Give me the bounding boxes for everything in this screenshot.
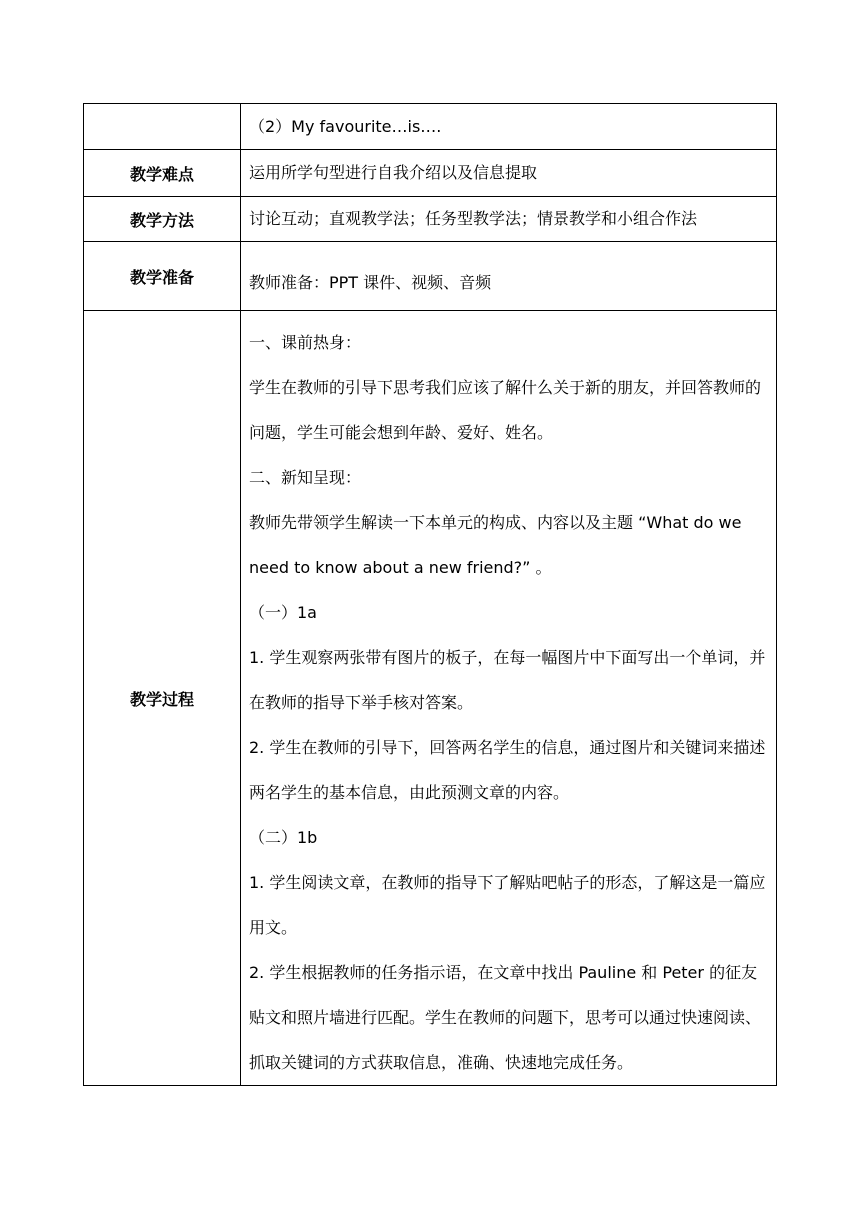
- preparation-text: 教师准备：PPT 课件、视频、音频: [249, 273, 492, 292]
- lesson-plan-table: [83, 103, 777, 1086]
- process-paragraph: （二）1b: [249, 828, 318, 847]
- process-paragraph: 学生在教师的引导下思考我们应该了解什么关于新的朋友，并回答教师的问题，学生可能会想到年龄、爱好、姓名。: [249, 378, 762, 442]
- table-row: [84, 242, 777, 311]
- table-row: [84, 104, 777, 150]
- row-content-teaching-preparation: [241, 242, 777, 311]
- row-label: [84, 104, 241, 150]
- process-paragraph: 1. 学生观察两张带有图片的板子，在每一幅图片中下面写出一个单词，并在教师的指导下举手核对答案。: [249, 648, 766, 712]
- table-row: [84, 311, 777, 1086]
- process-paragraph: 二、新知呈现：: [249, 468, 362, 487]
- row-label-teaching-method: 教学方法: [84, 197, 241, 242]
- table-row: [84, 197, 777, 242]
- table-row: [84, 150, 777, 197]
- process-paragraph: 教师先带领学生解读一下本单元的构成、内容以及主题 “What do we need to know about a new friend?” 。: [249, 513, 742, 577]
- row-label-teaching-difficulty: 教学难点: [84, 150, 241, 197]
- row-label-teaching-preparation: 教学准备: [84, 242, 241, 311]
- row-content-teaching-process: [241, 311, 777, 1086]
- row-label-teaching-process: 教学过程: [84, 311, 241, 1086]
- row-content-teaching-difficulty: 运用所学句型进行自我介绍以及信息提取: [241, 150, 777, 197]
- process-paragraph: 一、课前热身：: [249, 333, 362, 352]
- process-paragraph: （一）1a: [249, 603, 317, 622]
- row-content: （2）My favourite…is….: [241, 104, 777, 150]
- process-paragraph: 2. 学生根据教师的任务指示语，在文章中找出 Pauline 和 Peter 的征友贴文和照片墙进行匹配。学生在教师的问题下，思考可以通过快速阅读、抓取关键词的方式获取信息，准确、快速地完成任务。: [249, 963, 762, 1072]
- process-paragraph: 2. 学生在教师的引导下，回答两名学生的信息，通过图片和关键词来描述两名学生的基本信息，由此预测文章的内容。: [249, 738, 766, 802]
- process-paragraph: 1. 学生阅读文章，在教师的指导下了解贴吧帖子的形态，了解这是一篇应用文。: [249, 873, 766, 937]
- row-content-teaching-method: 讨论互动；直观教学法；任务型教学法；情景教学和小组合作法: [241, 197, 777, 242]
